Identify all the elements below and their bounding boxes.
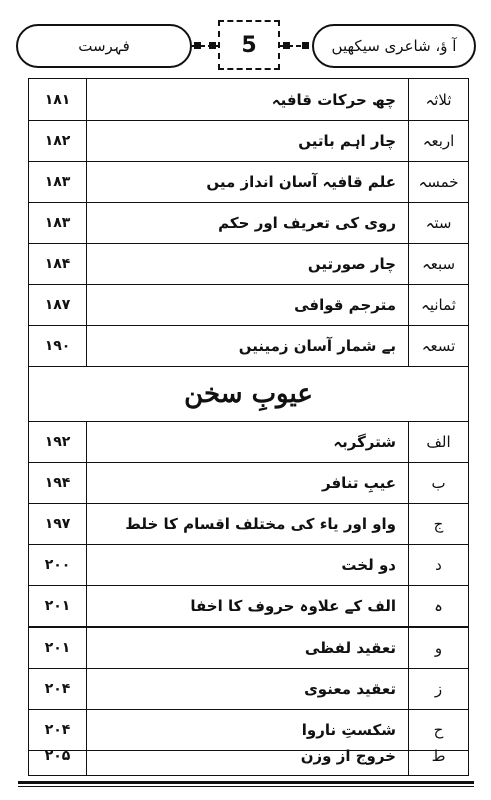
table-of-contents [28,78,469,776]
toc-entry-label: د [435,555,442,574]
toc-entry-label: ثمانیہ [421,295,456,314]
chain-knot [194,42,201,49]
toc-page-number: ۱۸۴ [44,255,71,272]
page-number: 5 [241,32,257,58]
toc-entry-label: ب [431,473,446,492]
toc-entry-label: ثلاثہ [425,90,452,109]
toc-entry-label: تسعہ [421,336,456,355]
toc-entry-title: چار اہم باتیں [86,120,409,161]
book-title-pill [312,24,476,68]
chain-knot [209,42,216,49]
toc-entry-title: الف کے علاوہ حروف کا اخفا [86,585,409,626]
toc-page-number: ۲۰۱ [44,597,71,614]
toc-page-number: ۱۸۳ [44,214,71,231]
toc-entry-label: خمسہ [418,172,459,191]
toc-row [29,421,468,462]
toc-entry-title: روی کی تعریف اور حکم [86,202,409,243]
toc-row [29,544,468,585]
toc-entry-title: خروج از وزن [86,735,409,776]
toc-row [29,627,468,668]
toc-page-number: ۱۹۲ [44,433,71,450]
chapter-title: فہرست [78,37,130,55]
toc-entry-title: شترگربہ [86,421,409,462]
toc-page-number: ۱۹۷ [44,515,71,532]
toc-page-number: ۲۰۵ [44,747,71,764]
toc-entry-title: دو لخت [86,544,409,585]
toc-page-number: ۱۸۳ [44,173,71,190]
toc-row [29,243,468,284]
toc-entry-label: ستہ [425,213,452,232]
toc-row [29,79,468,120]
toc-page-number: ۱۸۱ [44,91,71,108]
toc-entry-title: تعقید لفظی [86,627,409,668]
toc-entry-label: ح [433,720,444,739]
toc-entry-label: و [434,638,443,657]
chain-knot [283,42,290,49]
toc-row [29,284,468,325]
toc-row [29,325,468,366]
toc-entry-title: عیبِ تنافر [86,462,409,503]
toc-row [29,462,468,503]
page-header [0,0,491,80]
toc-entry-label: ہ [434,596,443,615]
toc-entry-label: ز [434,679,443,698]
toc-page-number: ۱۹۰ [44,337,71,354]
toc-row [29,585,468,626]
toc-page-number: ۲۰۱ [44,639,71,656]
toc-entry-title: مترجم قوافی [86,284,409,325]
section-heading: عیوبِ سخن [184,378,313,409]
toc-entry-label: الف [426,432,451,451]
toc-row [29,668,468,709]
toc-row [29,202,468,243]
toc-page-number: ۲۰۴ [44,680,71,697]
toc-row [29,161,468,202]
chapter-title-pill [16,24,192,68]
toc-page-number: ۱۸۷ [44,296,71,313]
toc-page-number: ۲۰۴ [44,721,71,738]
toc-entry-label: اربعہ [422,131,455,150]
page-number-box [218,20,280,70]
toc-entry-title: واو اور یاء کی مختلف اقسام کا خلط [86,503,409,544]
toc-entry-title: علم قافیہ آسان انداز میں [86,161,409,202]
toc-entry-label: ج [433,514,444,533]
footer-rule [18,781,474,784]
toc-row [29,503,468,544]
toc-entry-title: شکستِ ناروا [86,709,409,750]
toc-entry-label: ط [431,746,446,765]
chain-knot [302,42,309,49]
toc-page-number: ۱۸۲ [44,132,71,149]
toc-entry-title: بے شمار آسان زمینیں [86,325,409,366]
toc-page-number: ۲۰۰ [44,556,71,573]
toc-entry-title: چھ حرکات قافیہ [86,79,409,120]
toc-row [29,120,468,161]
toc-entry-title: تعقید معنوی [86,668,409,709]
toc-entry-label: سبعہ [421,254,456,273]
book-title: آ ؤ، شاعری سیکھیں [331,37,457,55]
toc-entry-title: چار صورتیں [86,243,409,284]
footer-rule [18,786,474,787]
toc-row [29,735,468,776]
toc-page-number: ۱۹۴ [44,474,71,491]
